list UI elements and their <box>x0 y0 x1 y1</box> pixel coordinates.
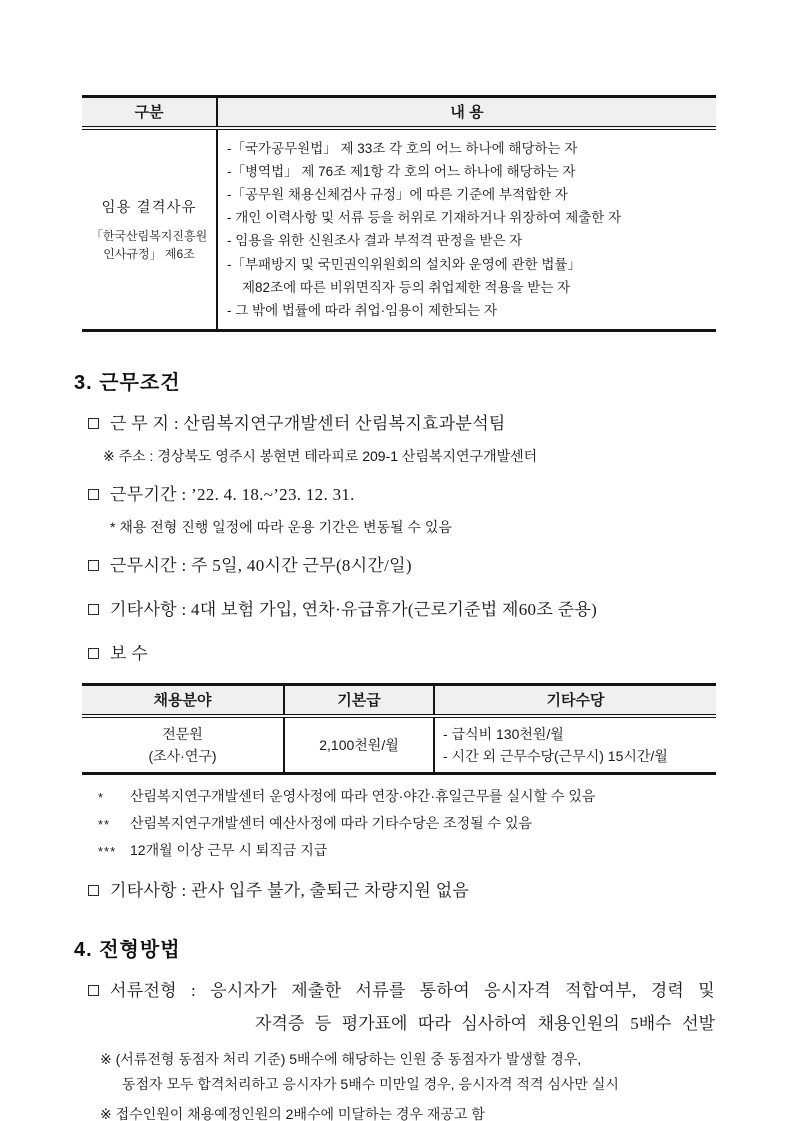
square-bullet-icon <box>88 560 99 571</box>
column-header-base-pay: 기본급 <box>284 685 434 716</box>
document-screening-item <box>88 979 715 1003</box>
housing-text: 기타사항 : 관사 입주 불가, 출퇴근 차량지원 없음 <box>110 880 470 900</box>
housing-item <box>88 879 715 903</box>
list-item: -「병역법」 제 76조 제1항 각 호의 어느 하나에 해당하는 자 <box>227 163 576 179</box>
column-header-allowance: 기타수당 <box>434 685 716 716</box>
work-hours-item <box>88 554 715 578</box>
period-note: * 채용 전형 진행 일정에 따라 운용 기간은 변동될 수 있음 <box>110 519 452 536</box>
column-header-category: 구분 <box>82 97 217 128</box>
section-4-title: 4. 전형방법 <box>74 938 181 961</box>
document-screening-line2: 자격증 등 평가표에 따라 심사하여 채용인원의 5배수 선발 <box>255 1013 715 1033</box>
footnote-marker: * <box>98 789 105 805</box>
disqualification-table <box>82 95 716 332</box>
table-row <box>82 128 716 331</box>
pay-text: 보 수 <box>110 644 148 664</box>
list-item: - 그 밖에 법률에 따라 취업·임용이 제한되는 자 <box>227 302 497 318</box>
footnote-text: 12개월 이상 근무 시 퇴직금 지급 <box>130 841 328 858</box>
square-bullet-icon <box>88 648 99 659</box>
tiebreak-note <box>100 1049 723 1095</box>
pay-item <box>88 642 715 666</box>
list-item: - 개인 이력사항 및 서류 등을 허위로 기재하거나 위장하여 제출한 자 <box>227 210 622 226</box>
square-bullet-icon <box>88 489 99 500</box>
category-subtitle: 「한국산림복지진흥원 인사규정」 제6조 <box>90 228 208 261</box>
column-header-content: 내 용 <box>217 97 716 128</box>
allowance-cell: - 급식비 130천원/월 - 시간 외 근무수당(근무시) 15시간/월 <box>434 716 716 774</box>
work-period-item <box>88 483 715 507</box>
address-note: ※ 주소 : 경상북도 영주시 봉현면 테라피로 209-1 산림복지연구개발센터 <box>103 448 538 465</box>
list-item: -「공무원 채용신체검사 규정」에 따른 기준에 부적합한 자 <box>227 186 568 202</box>
work-hours-text: 근무시간 : 주 5일, 40시간 근무(8시간/일) <box>110 556 412 576</box>
footnote <box>98 786 723 808</box>
table-row <box>82 716 716 774</box>
list-item-continuation: 제82조에 따른 비위면직자 등의 취업제한 적용을 받는 자 <box>242 279 571 295</box>
square-bullet-icon <box>88 985 99 996</box>
category-title: 임용 결격사유 <box>101 199 197 216</box>
square-bullet-icon <box>88 604 99 615</box>
list-item: -「국가공무원법」 제 33조 각 호의 어느 하나에 해당하는 자 <box>227 140 578 156</box>
tiebreak-note-line1: ※ (서류전형 동점자 처리 기준) 5배수에 해당하는 인원 중 동점자가 발생할 경우, <box>100 1050 582 1067</box>
benefits-item <box>88 598 715 622</box>
section-3-items <box>88 412 715 666</box>
work-period-text: 근무기간 : ’22. 4. 18.~’23. 12. 31. <box>110 485 355 505</box>
pay-footnotes <box>98 786 723 862</box>
pay-table <box>82 683 716 775</box>
base-pay-cell: 2,100천원/월 <box>284 716 434 774</box>
workplace-text: 근 무 지 : 산림복지연구개발센터 산림복지효과분석팀 <box>110 414 506 434</box>
square-bullet-icon <box>88 885 99 896</box>
column-header-field: 채용분야 <box>82 685 284 716</box>
housing-section <box>88 879 715 903</box>
tiebreak-note-line2: 동점자 모두 합격처리하고 응시자가 5배수 미만일 경우, 응시자격 적격 심사만 실시 <box>122 1075 619 1092</box>
footnote-marker: ** <box>98 816 111 832</box>
footnote-text: 산림복지연구개발센터 운영사정에 따라 연장·야간·휴일근무를 실시할 수 있음 <box>130 787 596 804</box>
footnote <box>98 840 723 862</box>
list-item: - 임용을 위한 신원조사 결과 부적격 판정을 받은 자 <box>227 233 523 249</box>
section-4-items <box>88 979 715 1003</box>
section-3-title: 3. 근무조건 <box>74 372 181 395</box>
benefits-text: 기타사항 : 4대 보험 가입, 연차·유급휴가(근로기준법 제60조 준용) <box>110 600 598 620</box>
square-bullet-icon <box>88 418 99 429</box>
content-cell <box>217 128 716 331</box>
category-cell <box>82 128 217 331</box>
table-header-row <box>82 685 716 716</box>
document-screening-line1: 서류전형 : 응시자가 제출한 서류를 통하여 응시자격 적합여부, 경력 및 <box>110 980 715 1000</box>
field-cell: 전문원 (조사·연구) <box>148 725 217 764</box>
footnote-text: 산림복지연구개발센터 예산사정에 따라 기타수당은 조정될 수 있음 <box>130 814 533 831</box>
footnote-marker: *** <box>98 843 117 859</box>
table-header-row <box>82 97 716 128</box>
list-item: -「부패방지 및 국민권익위원회의 설치와 운영에 관한 법률」 <box>227 256 581 272</box>
workplace-item <box>88 412 715 436</box>
footnote <box>98 813 723 835</box>
reannouncement-note: ※ 접수인원이 채용예정인원의 2배수에 미달하는 경우 재공고 함 <box>100 1105 485 1121</box>
